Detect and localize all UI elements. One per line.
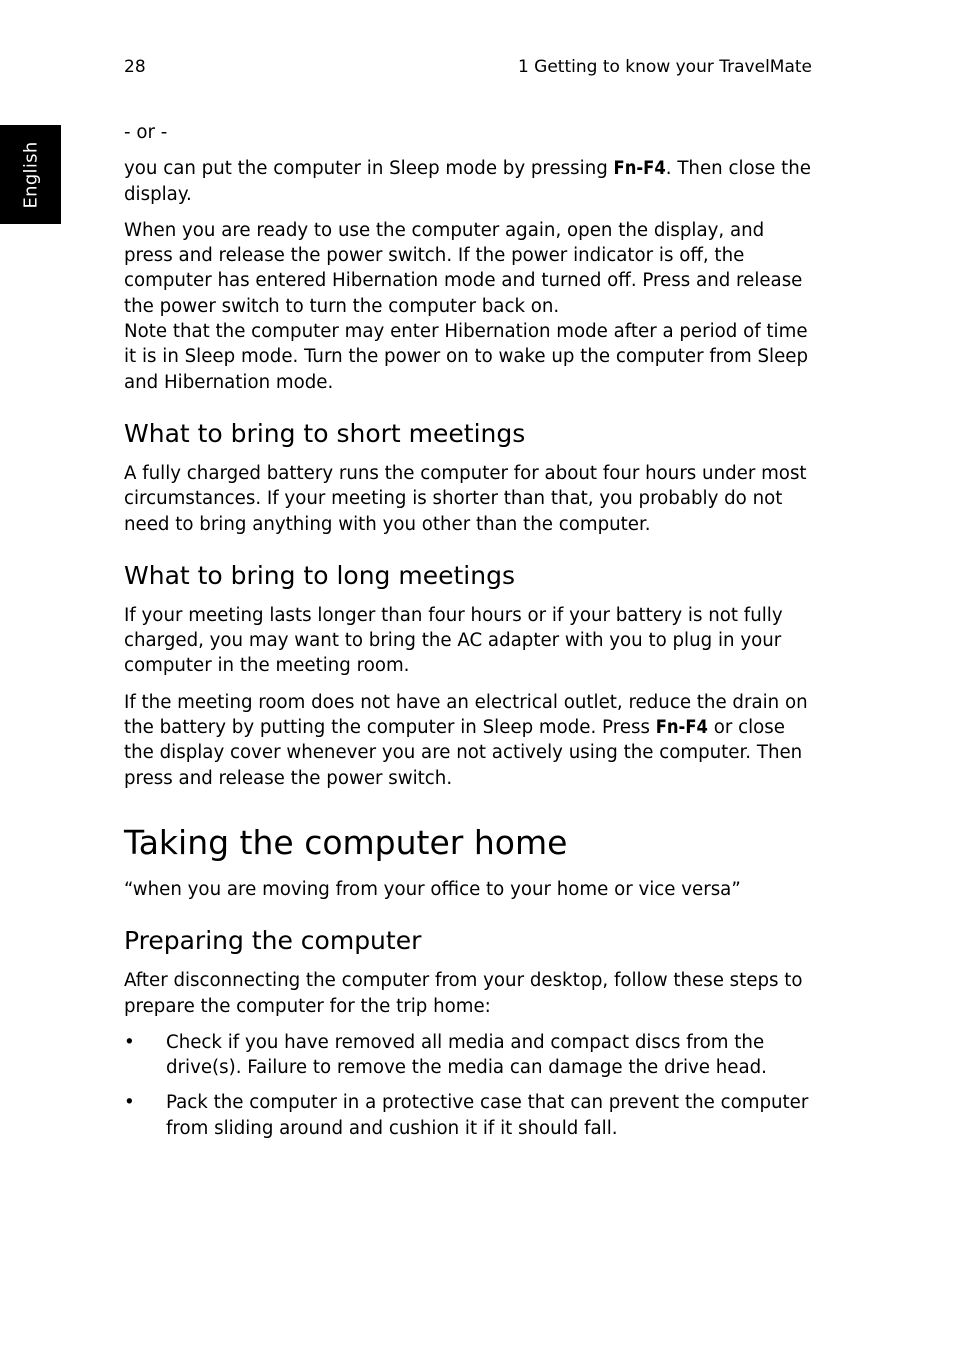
list-item-text: Check if you have removed all media and compact discs from the drive(s). Failure to remove the media can damage the drive head. (166, 1031, 767, 1079)
short-meetings-body: A fully charged battery runs the computer for about four hours under most circumstances. If your meeting is shorter than that, you probably do not need to bring anything with you other than the computer. (124, 462, 807, 535)
taking-home-title: Taking the computer home (124, 822, 568, 862)
ready-paragraph: When you are ready to use the computer again, open the display, and press and release the power switch. If the power indicator is off, the computer has entered Hibernation mode and turned off. Press and release the power switch to turn the computer back on. (124, 219, 803, 317)
list-item-text: Pack the computer in a protective case that can prevent the computer from sliding around and cushion it if it should fall. (166, 1092, 809, 1139)
list-item (124, 1090, 814, 1141)
outlet-text-before: If the meeting room does not have an electrical outlet, reduce the drain on the battery by putting the computer in Sleep mode. Press (124, 691, 808, 739)
short-meetings-heading: What to bring to short meetings (124, 418, 526, 448)
preparing-list (124, 1030, 814, 1141)
sleep-text-after: . Then close the display. (124, 158, 811, 205)
or-line: - or - (124, 122, 168, 143)
language-tab-label: English (20, 140, 41, 209)
page-content (124, 120, 814, 1151)
preparing-heading: Preparing the computer (124, 926, 422, 956)
note-paragraph: Note that the computer may enter Hibernation mode after a period of time it is in Sleep mode. Turn the power on to wake up the computer from Sleep and Hibernation mode. (124, 321, 808, 393)
long-meetings-body: If your meeting lasts longer than four hours or if your battery is not fully charged, you may want to bring the AC adapter with you to plug in your computer in the meeting room. (124, 604, 783, 677)
outlet-text-after: or close the display cover whenever you are not actively using the computer. Then press and release the power switch. (124, 717, 803, 789)
sleep-text-before: you can put the computer in Sleep mode by pressing (124, 158, 614, 180)
language-tab (0, 125, 61, 224)
preparing-intro: After disconnecting the computer from your desktop, follow these steps to prepare the computer for the trip home: (124, 970, 803, 1017)
list-item (124, 1030, 814, 1081)
bullet-marker: • (124, 1092, 135, 1114)
taking-home-quote: “when you are moving from your office to your home or vice versa” (124, 878, 741, 900)
long-meetings-heading: What to bring to long meetings (124, 560, 515, 590)
outlet-key-combo: Fn-F4 (655, 717, 708, 739)
sleep-paragraph (124, 156, 814, 207)
page-number: 28 (124, 57, 146, 77)
sleep-key-combo: Fn-F4 (613, 158, 666, 180)
bullet-marker: • (124, 1031, 135, 1053)
outlet-paragraph (124, 690, 814, 791)
running-head: 1 Getting to know your TravelMate (517, 57, 812, 77)
